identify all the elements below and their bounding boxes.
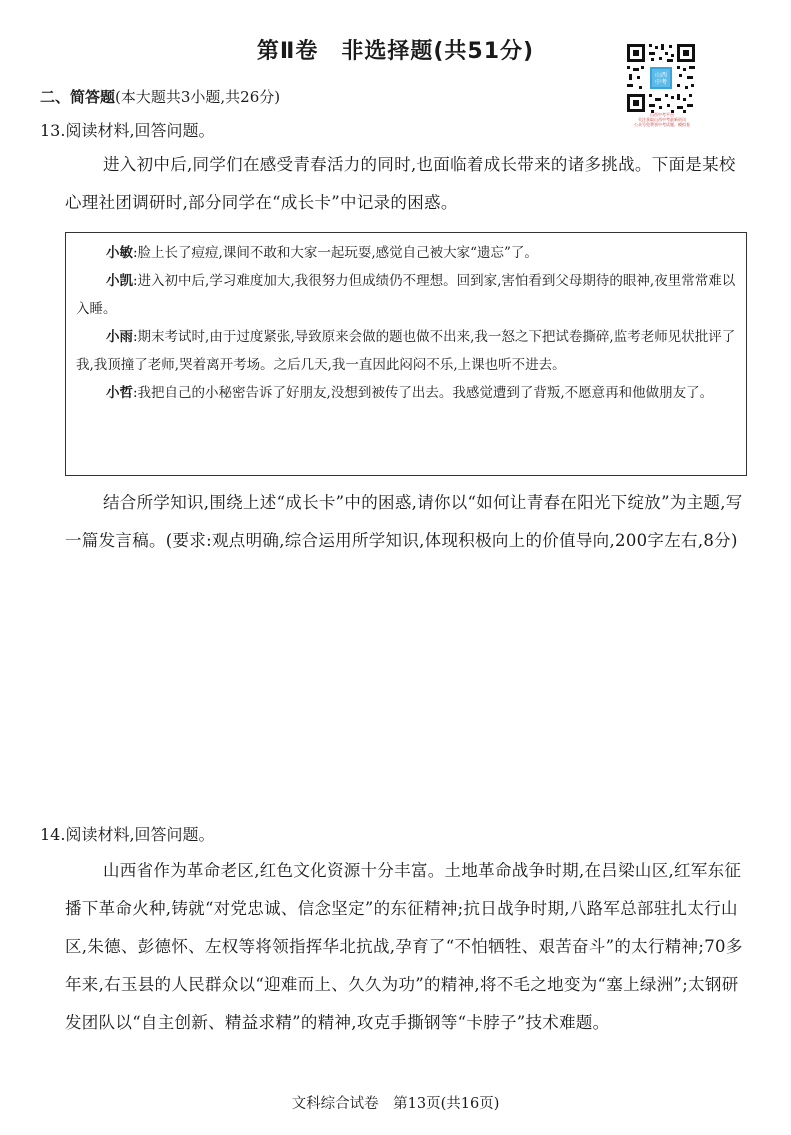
qr-badge-text-bottom: 中考 — [654, 79, 668, 86]
qr-caption: 山西中考平台 关注获取山西中考最新资讯 公众号免费领中考试题、模拟卷 — [634, 112, 690, 127]
card-item — [76, 323, 736, 379]
card-item — [76, 239, 736, 267]
card-item — [76, 379, 736, 407]
qr-code-icon — [625, 42, 697, 114]
card-name: 小敏 — [106, 245, 133, 261]
question-14-material: 山西省作为革命老区,红色文化资源十分丰富。土地革命战争时期,在吕梁山区,红军东征播下革命火种,铸就“对党忠诚、信念坚定”的东征精神;抗日战争时期,八路军总部驻扎太行山区,朱德、彭德怀、左权等将领指挥华北抗战,孕育了“不怕牺牲、艰苦奋斗”的太行精神;70多年来,右玉县的人民群众以“迎难而上、久久为功”的精神,将不毛之地变为“塞上绿洲”;太钢研发团队以“自主创新、精益求精”的精神,攻克手撕钢等“卡脖子”技术难题。 — [65, 861, 743, 1032]
card-text: :脸上长了痘痘,课间不敢和大家一起玩耍,感觉自己被大家“遗忘”了。 — [133, 245, 538, 261]
card-name: 小雨 — [106, 329, 133, 345]
growth-card-box — [65, 232, 747, 476]
section-heading — [40, 86, 280, 107]
card-text: :我把自己的小秘密告诉了好朋友,没想到被传了出去。我感觉遭到了背叛,不愿意再和他做朋友了。 — [133, 385, 714, 401]
page-footer: 文科综合试卷 第13页(共16页) — [291, 1096, 500, 1112]
question-13-heading: 13.阅读材料,回答问题。 — [40, 121, 215, 140]
page-title: 第Ⅱ卷 非选择题(共51分) — [256, 39, 535, 64]
card-name: 小哲 — [106, 385, 133, 401]
card-item — [76, 267, 736, 323]
question-14-heading: 14.阅读材料,回答问题。 — [40, 825, 215, 844]
qr-badge-text-top: 山西 — [654, 72, 668, 79]
card-text: :进入初中后,学习难度加大,我很努力但成绩仍不理想。回到家,害怕看到父母期待的眼神,夜里常常难以入睡。 — [76, 273, 736, 317]
question-13-intro: 进入初中后,同学们在感受青春活力的同时,也面临着成长带来的诸多挑战。下面是某校心理社团调研时,部分同学在“成长卡”中记录的困惑。 — [65, 155, 736, 212]
question-13-task: 结合所学知识,围绕上述“成长卡”中的困惑,请你以“如何让青春在阳光下绽放”为主题,写一篇发言稿。(要求:观点明确,综合运用所学知识,体现积极向上的价值导向,200字左右,8分) — [65, 493, 743, 550]
section-note: (本大题共3小题,共26分) — [115, 88, 281, 106]
section-title: 二、简答题 — [40, 88, 116, 106]
card-name: 小凯 — [106, 273, 133, 289]
card-text: :期末考试时,由于过度紧张,导致原来会做的题也做不出来,我一怒之下把试卷撕碎,监考老师见状批评了我,我顶撞了老师,哭着离开考场。之后几天,我一直因此闷闷不乐,上课也听不进去。 — [76, 329, 736, 373]
